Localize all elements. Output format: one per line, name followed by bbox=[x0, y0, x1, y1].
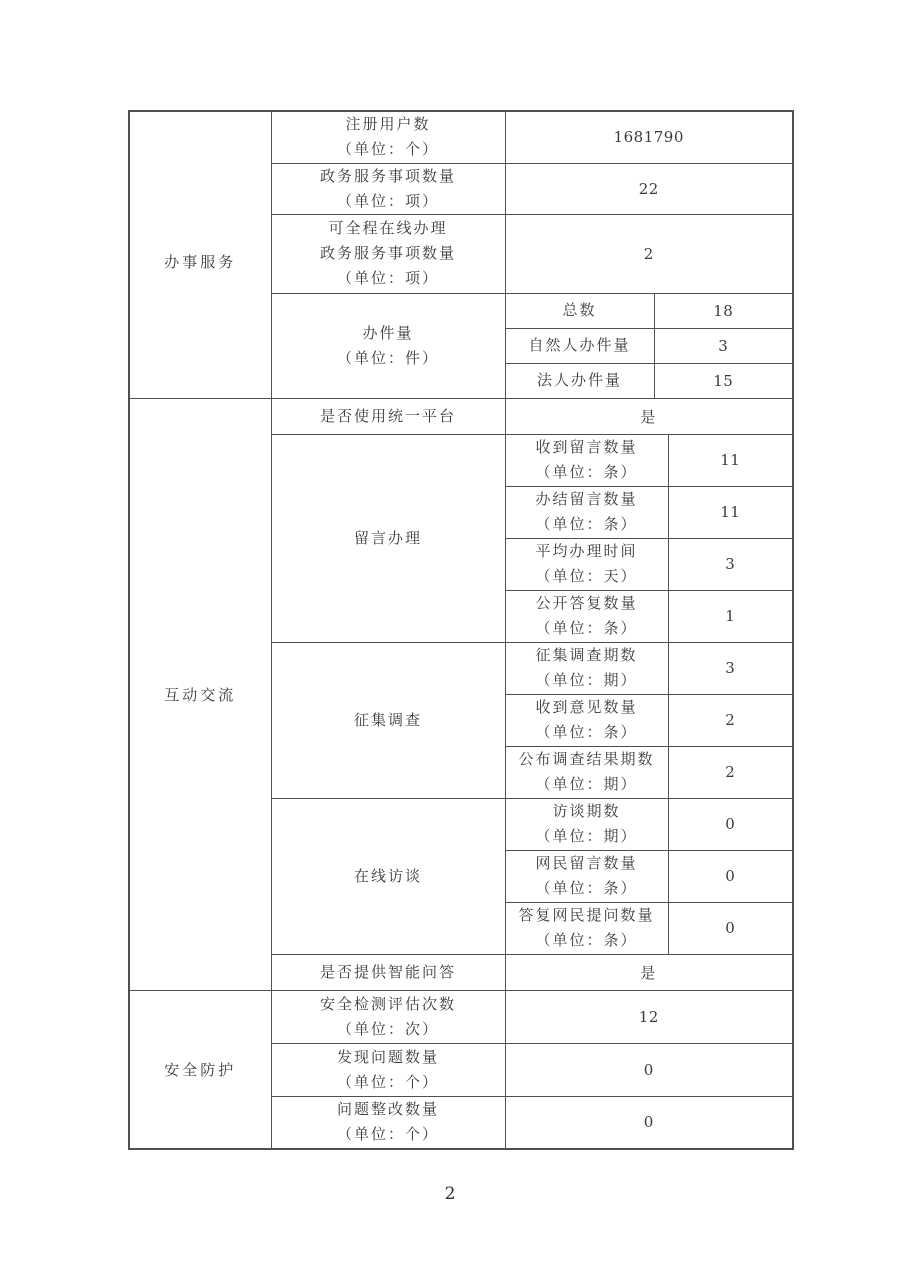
group-label-cell-zhengji-diaocha bbox=[271, 642, 505, 798]
submetric-label-cell bbox=[505, 798, 668, 850]
submetric-value-cell bbox=[668, 538, 793, 590]
submetric-value: 2 bbox=[725, 763, 736, 781]
metric-unit: （单位：个） bbox=[336, 140, 439, 159]
submetric-label-cell bbox=[505, 694, 668, 746]
submetric-label-cell bbox=[505, 363, 654, 398]
submetric-value-cell bbox=[668, 746, 793, 798]
metric-unit: （单位：次） bbox=[336, 1019, 439, 1038]
submetric-value: 3 bbox=[718, 336, 729, 355]
metric-value: 22 bbox=[638, 179, 659, 198]
submetric-value: 1 bbox=[725, 607, 736, 625]
submetric-value: 11 bbox=[720, 503, 741, 521]
submetric-label-cell bbox=[505, 590, 668, 642]
submetric-unit: （单位：期） bbox=[535, 775, 638, 793]
metric-label-line1: 可全程在线办理 bbox=[328, 219, 448, 237]
metric-label-cell bbox=[271, 990, 505, 1043]
page-number: 2 bbox=[444, 1184, 456, 1204]
category-label: 互动交流 bbox=[164, 685, 237, 704]
category-label: 办事服务 bbox=[164, 252, 237, 271]
group-unit: （单位：件） bbox=[336, 348, 439, 367]
submetric-label: 征集调查期数 bbox=[535, 646, 638, 664]
category-cell-banshi-fuwu bbox=[129, 111, 271, 398]
metric-value: 1681790 bbox=[613, 128, 684, 147]
submetric-value: 0 bbox=[725, 867, 736, 885]
submetric-label: 自然人办件量 bbox=[528, 336, 631, 354]
metric-label: 注册用户数 bbox=[345, 115, 431, 134]
metric-label-cell bbox=[271, 398, 505, 434]
table-row bbox=[129, 990, 793, 1043]
metric-value: 0 bbox=[643, 1113, 654, 1132]
metric-label: 问题整改数量 bbox=[336, 1100, 439, 1119]
submetric-value-cell bbox=[668, 902, 793, 954]
submetric-value-cell bbox=[668, 694, 793, 746]
submetric-unit: （单位：条） bbox=[535, 723, 638, 741]
metric-value: 2 bbox=[643, 244, 654, 263]
metric-value-cell bbox=[505, 111, 793, 163]
metric-label: 是否使用统一平台 bbox=[319, 406, 456, 425]
submetric-unit: （单位：条） bbox=[535, 879, 638, 897]
submetric-label-cell bbox=[505, 850, 668, 902]
metric-label-cell bbox=[271, 1043, 505, 1096]
metric-label-cell bbox=[271, 163, 505, 214]
annual-report-table bbox=[128, 110, 794, 1150]
submetric-label: 法人办件量 bbox=[536, 371, 622, 389]
metric-value: 0 bbox=[643, 1060, 654, 1079]
submetric-value: 2 bbox=[725, 711, 736, 729]
submetric-value-cell bbox=[668, 642, 793, 694]
submetric-value: 3 bbox=[725, 659, 736, 677]
submetric-label: 平均办理时间 bbox=[535, 542, 638, 560]
metric-value-cell bbox=[505, 398, 793, 434]
group-label-cell-banjianliang bbox=[271, 293, 505, 398]
metric-unit: （单位：项） bbox=[336, 191, 439, 210]
metric-label: 政务服务事项数量 bbox=[319, 166, 456, 185]
submetric-value: 15 bbox=[713, 371, 734, 390]
group-label: 留言办理 bbox=[353, 528, 422, 547]
category-label: 安全防护 bbox=[164, 1060, 237, 1079]
metric-label-cell bbox=[271, 954, 505, 990]
submetric-label: 网民留言数量 bbox=[535, 854, 638, 872]
submetric-unit: （单位：期） bbox=[535, 671, 638, 689]
submetric-label-cell bbox=[505, 642, 668, 694]
submetric-value-cell bbox=[654, 293, 793, 328]
submetric-value: 18 bbox=[713, 301, 734, 320]
metric-unit: （单位：项） bbox=[336, 269, 439, 287]
group-label: 在线访谈 bbox=[353, 866, 422, 885]
table-row bbox=[129, 111, 793, 163]
submetric-value-cell bbox=[654, 328, 793, 363]
submetric-label-cell bbox=[505, 486, 668, 538]
category-cell-anquan-fanghu bbox=[129, 990, 271, 1149]
submetric-value-cell bbox=[668, 434, 793, 486]
metric-label-line2: 政务服务事项数量 bbox=[319, 244, 456, 262]
submetric-label-cell bbox=[505, 434, 668, 486]
group-label: 办件量 bbox=[362, 323, 414, 342]
submetric-value-cell bbox=[668, 850, 793, 902]
metric-value-cell bbox=[505, 1096, 793, 1149]
submetric-value: 11 bbox=[720, 451, 741, 469]
metric-label: 安全检测评估次数 bbox=[319, 994, 456, 1013]
group-label-cell-zaixian-fangtan bbox=[271, 798, 505, 954]
submetric-value: 0 bbox=[725, 919, 736, 937]
submetric-unit: （单位：期） bbox=[535, 827, 638, 845]
submetric-label: 公布调查结果期数 bbox=[518, 750, 655, 768]
metric-label-cell bbox=[271, 214, 505, 293]
submetric-label: 公开答复数量 bbox=[535, 594, 638, 612]
group-label: 征集调查 bbox=[353, 710, 422, 729]
submetric-label-cell bbox=[505, 293, 654, 328]
metric-value: 是 bbox=[640, 407, 658, 426]
submetric-unit: （单位：天） bbox=[535, 567, 638, 585]
submetric-unit: （单位：条） bbox=[535, 515, 638, 533]
metric-value-cell bbox=[505, 990, 793, 1043]
table-row bbox=[129, 398, 793, 434]
submetric-label: 访谈期数 bbox=[552, 802, 621, 820]
metric-label: 发现问题数量 bbox=[336, 1047, 439, 1066]
submetric-unit: （单位：条） bbox=[535, 463, 638, 481]
group-label-cell-liuyan-banli bbox=[271, 434, 505, 642]
metric-value-cell bbox=[505, 1043, 793, 1096]
submetric-value-cell bbox=[668, 486, 793, 538]
metric-value: 是 bbox=[640, 963, 658, 982]
submetric-unit: （单位：条） bbox=[535, 619, 638, 637]
metric-unit: （单位：个） bbox=[336, 1125, 439, 1144]
submetric-value: 0 bbox=[725, 815, 736, 833]
submetric-label-cell bbox=[505, 328, 654, 363]
submetric-unit: （单位：条） bbox=[535, 931, 638, 949]
submetric-label: 办结留言数量 bbox=[535, 490, 638, 508]
submetric-value: 3 bbox=[725, 555, 736, 573]
submetric-value-cell bbox=[654, 363, 793, 398]
metric-value-cell bbox=[505, 954, 793, 990]
metric-unit: （单位：个） bbox=[336, 1072, 439, 1091]
submetric-label-cell bbox=[505, 538, 668, 590]
submetric-label: 收到意见数量 bbox=[535, 698, 638, 716]
metric-value-cell bbox=[505, 214, 793, 293]
metric-value-cell bbox=[505, 163, 793, 214]
metric-label-cell bbox=[271, 1096, 505, 1149]
submetric-label: 收到留言数量 bbox=[535, 438, 638, 456]
metric-label-cell bbox=[271, 111, 505, 163]
metric-label: 是否提供智能问答 bbox=[319, 962, 456, 981]
submetric-label-cell bbox=[505, 746, 668, 798]
submetric-value-cell bbox=[668, 798, 793, 850]
submetric-value-cell bbox=[668, 590, 793, 642]
submetric-label: 答复网民提问数量 bbox=[518, 906, 655, 924]
category-cell-hudong-jiaoliu bbox=[129, 398, 271, 990]
submetric-label: 总数 bbox=[562, 301, 597, 319]
metric-value: 12 bbox=[638, 1007, 659, 1026]
submetric-label-cell bbox=[505, 902, 668, 954]
